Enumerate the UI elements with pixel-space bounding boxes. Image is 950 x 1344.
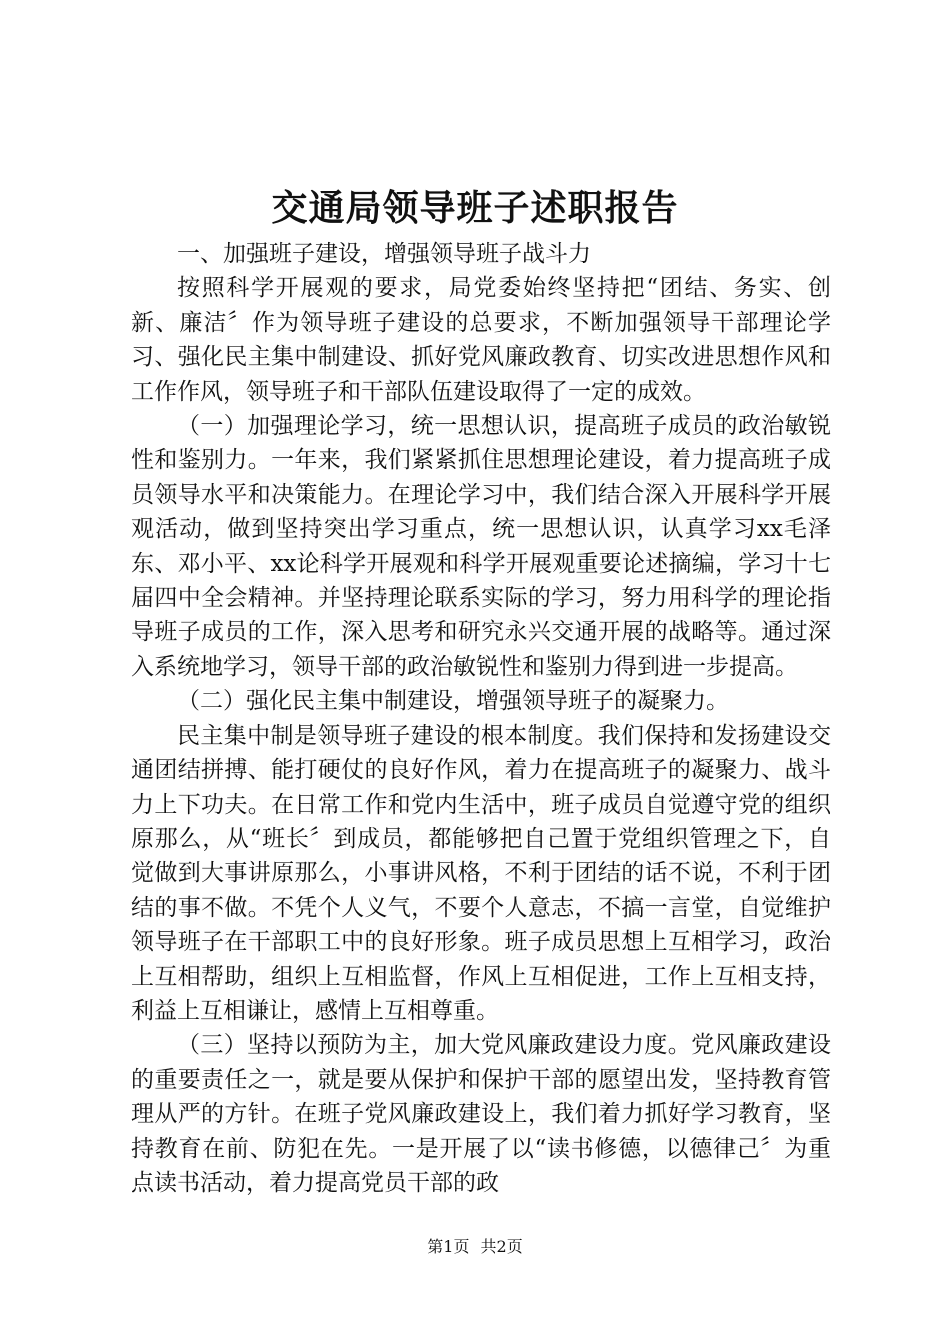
body-paragraph: 民主集中制是领导班子建设的根本制度。我们保持和发扬建设交通团结拼搏、能打硬仗的良好作风，着力在提高班子的凝聚力、战斗力上下功夫。在日常工作和党内生活中，班子成员自觉遵守党的组织原那么，从“班长〞到成员，都能够把自己置于党组织管理之下，自觉做到大事讲原那么，小事讲风格，不利于团结的话不说，不利于团结的事不做。不凭个人义气，不要个人意志，不搞一言堂，自觉维护领导班子在干部职工中的良好形象。班子成员思想上互相学习，政治上互相帮助，组织上互相监督，作风上互相促进，工作上互相支持，利益上互相谦让，感情上互相尊重。 [131, 722, 831, 1024]
document-body [131, 237, 831, 1200]
page-footer [0, 1236, 950, 1258]
section-heading: 一、加强班子建设，增强领导班子战斗力 [177, 241, 591, 267]
page-number: 第1页 [427, 1237, 470, 1256]
body-paragraph: （一）加强理论学习，统一思想认识，提高班子成员的政治敏锐性和鉴别力。一年来，我们紧紧抓住思想理论建设，着力提高班子成员领导水平和决策能力。在理论学习中，我们结合深入开展科学开展观活动，做到坚持突出学习重点，统一思想认识，认真学习xx毛泽东、邓小平、xx论科学开展观和科学开展观重要论述摘编，学习十七届四中全会精神。并坚持理论联系实际的学习，努力用科学的理论指导班子成员的工作，深入思考和研究永兴交通开展的战略等。通过深入系统地学习，领导干部的政治敏锐性和鉴别力得到进一步提高。 [131, 413, 831, 680]
subsection-heading: （二）强化民主集中制建设，增强领导班子的凝聚力。 [177, 688, 729, 715]
page-total: 共2页 [480, 1237, 523, 1256]
document-title: 交通局领导班子述职报告 [271, 187, 679, 229]
body-paragraph: （三）坚持以预防为主，加大党风廉政建设力度。党风廉政建设的重要责任之一，就是要从保护和保护干部的愿望出发，坚持教育管理从严的方针。在班子党风廉政建设上，我们着力抓好学习教育，坚持教育在前、防犯在先。一是开展了以“读书修德，以德律己〞为重点读书活动，着力提高党员干部的政 [131, 1032, 831, 1196]
body-paragraph: 按照科学开展观的要求，局党委始终坚持把“团结、务实、创新、廉洁〞作为领导班子建设的总要求，不断加强领导干部理论学习、强化民主集中制建设、抓好党风廉政教育、切实改进思想作风和工作作风，领导班子和干部队伍建设取得了一定的成效。 [131, 275, 831, 405]
